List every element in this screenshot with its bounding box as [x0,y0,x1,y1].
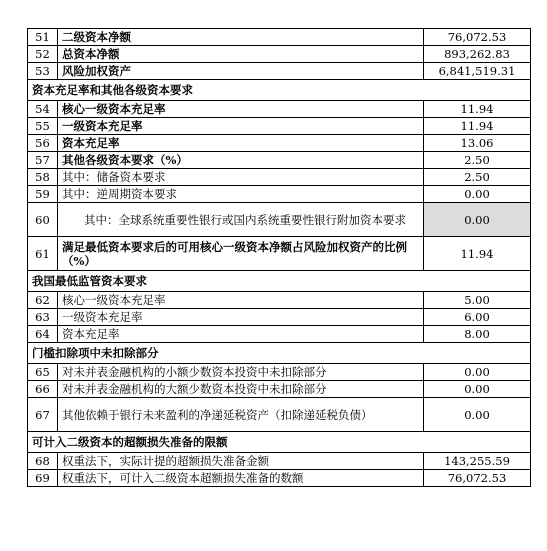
table-row [28,326,531,343]
row-number: 51 [28,29,58,46]
row-number: 62 [28,292,58,309]
row-number: 64 [28,326,58,343]
row-description: 满足最低资本要求后的可用核心一级资本净额占风险加权资产的比例（%） [58,237,424,271]
row-value: 13.06 [424,135,531,152]
row-value: 6,841,519.31 [424,63,531,80]
row-number: 57 [28,152,58,169]
row-value: 143,255.59 [424,453,531,470]
section-title: 可计入二级资本的超额损失准备的限额 [28,432,531,453]
table-row [28,203,531,237]
table-row [28,29,531,46]
section-title: 资本充足率和其他各级资本要求 [28,80,531,101]
row-number: 56 [28,135,58,152]
row-description: 资本充足率 [58,135,424,152]
capital-adequacy-table [27,28,531,487]
table-row [28,470,531,487]
row-description: 其他依赖于银行未来盈利的净递延税资产（扣除递延税负债） [58,398,424,432]
row-description: 其中：储备资本要求 [58,169,424,186]
row-value: 11.94 [424,118,531,135]
row-description: 对未并表金融机构的小额少数资本投资中未扣除部分 [58,364,424,381]
row-number: 53 [28,63,58,80]
row-description: 核心一级资本充足率 [58,292,424,309]
row-description: 一级资本充足率 [58,118,424,135]
row-description: 其他各级资本要求（%） [58,152,424,169]
table-row [28,46,531,63]
row-value: 76,072.53 [424,470,531,487]
table-row [28,118,531,135]
section-header-row [28,80,531,101]
table-row [28,381,531,398]
row-description: 其中：全球系统重要性银行或国内系统重要性银行附加资本要求 [58,203,424,237]
row-value: 0.00 [424,364,531,381]
row-value: 893,262.83 [424,46,531,63]
row-value: 0.00 [424,186,531,203]
row-number: 60 [28,203,58,237]
table-row [28,186,531,203]
row-number: 69 [28,470,58,487]
row-value: 5.00 [424,292,531,309]
row-number: 63 [28,309,58,326]
row-number: 59 [28,186,58,203]
row-number: 55 [28,118,58,135]
row-description: 总资本净额 [58,46,424,63]
row-value: 2.50 [424,169,531,186]
section-header-row [28,271,531,292]
row-description: 权重法下，实际计提的超额损失准备金额 [58,453,424,470]
table-row [28,398,531,432]
row-description: 对未并表金融机构的大额少数资本投资中未扣除部分 [58,381,424,398]
row-number: 54 [28,101,58,118]
section-header-row [28,343,531,364]
row-description: 一级资本充足率 [58,309,424,326]
table-row [28,237,531,271]
row-number: 65 [28,364,58,381]
row-value: 0.00 [424,203,531,237]
row-description: 权重法下，可计入二级资本超额损失准备的数额 [58,470,424,487]
row-number: 66 [28,381,58,398]
table-row [28,63,531,80]
section-header-row [28,432,531,453]
section-title: 门槛扣除项中未扣除部分 [28,343,531,364]
table-row [28,101,531,118]
row-value: 76,072.53 [424,29,531,46]
row-number: 67 [28,398,58,432]
table-row [28,169,531,186]
row-number: 52 [28,46,58,63]
table-row [28,364,531,381]
row-description: 核心一级资本充足率 [58,101,424,118]
row-number: 58 [28,169,58,186]
section-title: 我国最低监管资本要求 [28,271,531,292]
table-row [28,135,531,152]
table-row [28,309,531,326]
row-value: 8.00 [424,326,531,343]
row-value: 2.50 [424,152,531,169]
row-value: 6.00 [424,309,531,326]
row-description: 风险加权资产 [58,63,424,80]
row-description: 资本充足率 [58,326,424,343]
row-description: 二级资本净额 [58,29,424,46]
table-row [28,152,531,169]
row-value: 11.94 [424,237,531,271]
table-row [28,453,531,470]
table-row [28,292,531,309]
row-value: 11.94 [424,101,531,118]
row-number: 68 [28,453,58,470]
row-number: 61 [28,237,58,271]
row-value: 0.00 [424,398,531,432]
row-description: 其中：逆周期资本要求 [58,186,424,203]
row-value: 0.00 [424,381,531,398]
